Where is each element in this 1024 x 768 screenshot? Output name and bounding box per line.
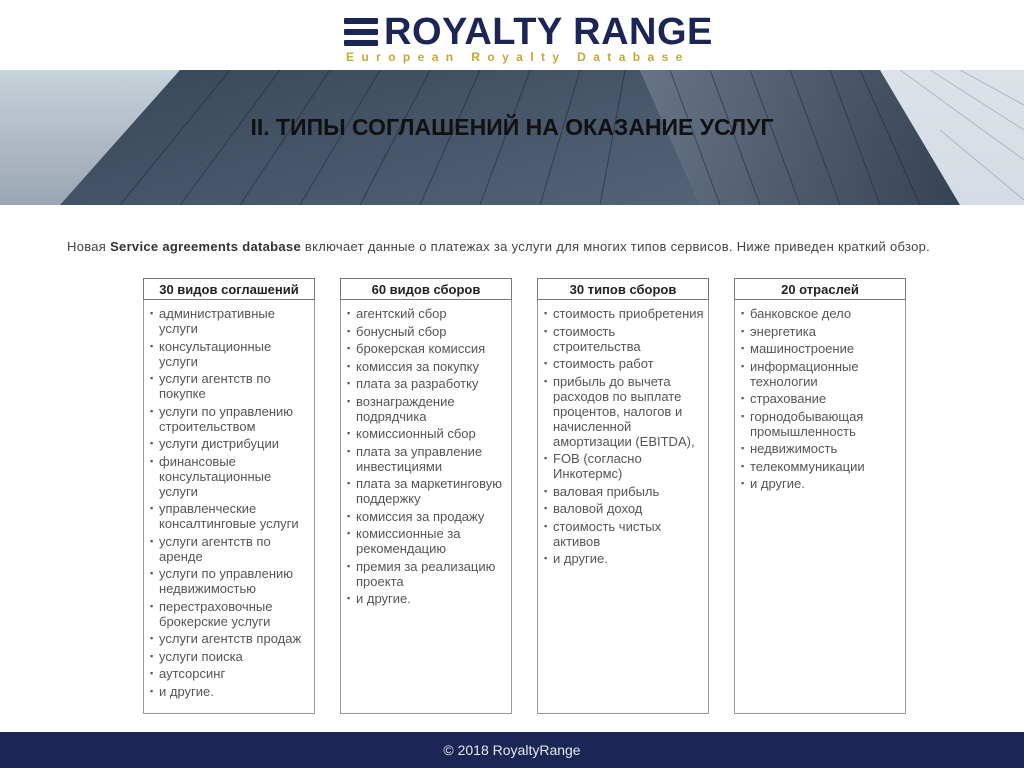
banner <box>0 70 1024 205</box>
list-item: ▪ агентский сбор <box>347 306 507 321</box>
column-agreements <box>143 278 315 714</box>
list-item: ▪ комиссия за покупку <box>347 359 507 374</box>
list-item: ▪ банковское дело <box>741 306 901 321</box>
list-item: ▪ машиностроение <box>741 341 901 356</box>
list-item: ▪ стоимость чистых активов <box>544 519 704 549</box>
list-item: ▪ и другие. <box>741 476 901 491</box>
logo <box>0 0 1024 70</box>
page-title: II. ТИПЫ СОГЛАШЕНИЙ НА ОКАЗАНИЕ УСЛУГ <box>250 114 774 140</box>
list-item: ▪ информационные технологии <box>741 359 901 389</box>
column-header: 20 отраслей <box>734 278 906 300</box>
list-item: ▪ управленческие консалтинговые услуги <box>150 501 310 531</box>
list-item: ▪ премия за реализацию проекта <box>347 559 507 589</box>
list-item: ▪ услуги агентств по покупке <box>150 371 310 401</box>
list-item: ▪ страхование <box>741 391 901 406</box>
list-item: ▪ финансовые консультационные услуги <box>150 454 310 499</box>
list-item: ▪ аутсорсинг <box>150 666 310 681</box>
list-item: ▪ валовая прибыль <box>544 484 704 499</box>
column-fee-types <box>537 278 709 714</box>
list-item: ▪ услуги агентств по аренде <box>150 534 310 564</box>
list-item: ▪ услуги поиска <box>150 649 310 664</box>
logo-mark <box>344 12 713 52</box>
list-item: ▪ комиссионный сбор <box>347 426 507 441</box>
list-item: ▪ услуги по управлению недвижимостью <box>150 566 310 596</box>
list-item: ▪ стоимость строительства <box>544 324 704 354</box>
logo-name: ROYALTY RANGE <box>384 11 713 53</box>
column-header: 30 типов сборов <box>537 278 709 300</box>
list-item: ▪ услуги дистрибуции <box>150 436 310 451</box>
list-item: ▪ FOB (согласно Инкотермс) <box>544 451 704 481</box>
list-item: ▪ услуги агентств продаж <box>150 631 310 646</box>
list-item: ▪ и другие. <box>150 684 310 699</box>
list-item: ▪ плата за управление инвестициями <box>347 444 507 474</box>
column-body <box>340 300 512 714</box>
list-item: ▪ энергетика <box>741 324 901 339</box>
intro-prefix: Новая <box>67 239 111 254</box>
list-item: ▪ стоимость приобретения <box>544 306 704 321</box>
column-fees <box>340 278 512 714</box>
list-item: ▪ плата за маркетинговую поддержку <box>347 476 507 506</box>
list-item: ▪ бонусный сбор <box>347 324 507 339</box>
list-item: ▪ телекоммуникации <box>741 459 901 474</box>
list-item: ▪ и другие. <box>544 551 704 566</box>
list-item: ▪ брокерская комиссия <box>347 341 507 356</box>
list-item: ▪ стоимость работ <box>544 356 704 371</box>
list-item: ▪ прибыль до вычета расходов по выплате процентов, налогов и начисленной амортизации (EBITDA), <box>544 374 704 449</box>
column-body <box>537 300 709 714</box>
list-item: ▪ плата за разработку <box>347 376 507 391</box>
list-item: ▪ комиссионные за рекомендацию <box>347 526 507 556</box>
list-item: ▪ консультационные услуги <box>150 339 310 369</box>
column-header: 60 видов сборов <box>340 278 512 300</box>
list-item: ▪ валовой доход <box>544 501 704 516</box>
list-item: ▪ перестраховочные брокерские услуги <box>150 599 310 629</box>
footer-copyright: © 2018 RoyaltyRange <box>0 732 1024 768</box>
column-industries <box>734 278 906 714</box>
list-item: ▪ административные услуги <box>150 306 310 336</box>
list-item: ▪ горнодобывающая промышленность <box>741 409 901 439</box>
list-item: ▪ и другие. <box>347 591 507 606</box>
list-item: ▪ услуги по управлению строительством <box>150 404 310 434</box>
logo-tagline: European Royalty Database <box>346 50 690 64</box>
column-header: 30 видов соглашений <box>143 278 315 300</box>
list-item: ▪ вознаграждение подрядчика <box>347 394 507 424</box>
column-body <box>143 300 315 714</box>
logo-bars-icon <box>344 18 378 46</box>
intro-paragraph <box>67 238 954 256</box>
column-body <box>734 300 906 714</box>
intro-suffix: включает данные о платежах за услуги для многих типов сервисов. Ниже приведен краткий обзор. <box>301 239 931 254</box>
list-item: ▪ комиссия за продажу <box>347 509 507 524</box>
list-item: ▪ недвижимость <box>741 441 901 456</box>
intro-bold: Service agreements database <box>110 239 301 254</box>
